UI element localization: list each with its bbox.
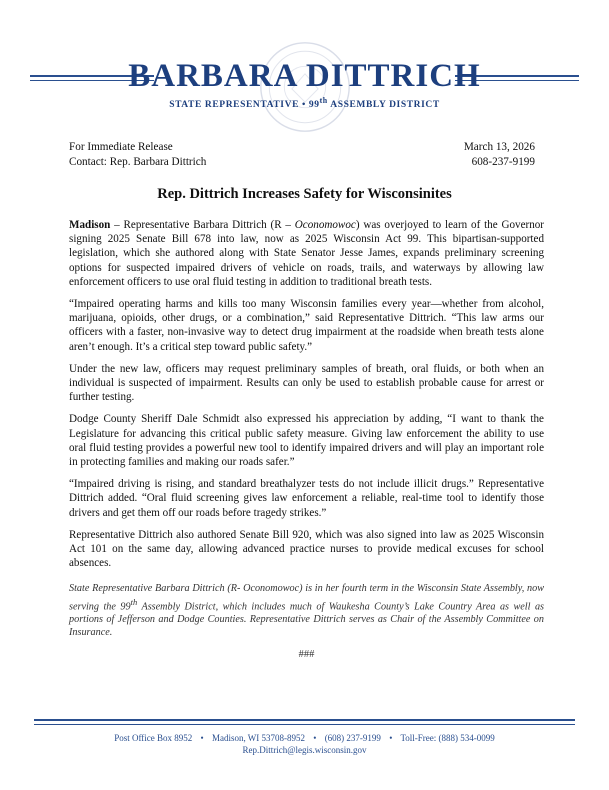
footer-phone: (608) 237-9199 [324,733,381,743]
paragraph-1: Madison – Representative Barbara Dittrich (R – Oconomowoc) was overjoyed to learn of the Governor signing 2025 Senate Bill 678 into law, now as 2025 Wisconsin Act 99. This bipartisan-supported legislation, which she authored along with State Senator Jesse James, expands preliminary screening options for suspected impaired drivers of vehicle on roads, trails, and waterways by allowing law enforcement officers to use oral fluid testing in addition to traditional breath tests. [69,219,544,288]
footer-separator: • [200,733,204,743]
author-bio: State Representative Barbara Dittrich (R- Oconomowoc) is in her fourth term in the Wisconsin State Assembly, now serving the 99th Assembly District, which includes much of Waukesha County’s Lake Country Area as well as portions of Jefferson and Dodge Counties. Representative Dittrich serves as Chair of the Assembly Committee on Insurance. [69,583,544,639]
release-label: For Immediate Release [69,141,173,153]
masthead-subtitle: STATE REPRESENTATIVE • 99th ASSEMBLY DISTRICT [169,96,440,111]
paragraph-3: Under the new law, officers may request preliminary samples of breath, oral fluids, or both when an individual is suspected of impairment. Results can only be used to establish probable cause for arrest or further testing. [69,362,544,404]
contact-phone: 608-237-9199 [471,156,535,168]
footer-separator: • [313,733,317,743]
release-date: March 13, 2026 [463,141,535,153]
footer-address-line [0,732,609,744]
release-meta-right [464,140,535,170]
footer-separator: • [389,733,393,743]
masthead-name: BARBARA DITTRICH [128,58,481,94]
paragraph-5: “Impaired driving is rising, and standard breathalyzer tests do not include illicit drugs.” Representative Dittrich added. “Oral fluid screening gives law enforcement a reliable, real-time tool to identify those drivers and get them off our roads before tragedy strikes.” [69,478,544,519]
paragraph-2: “Impaired operating harms and kills too many Wisconsin families every year—whether from alcohol, marijuana, opioids, other drugs, or a combination,” said Representative Dittrich. “This law arms our officers with a faster, non-invasive way to detect drug impairment at the roadside when breath tests alone aren’t enough. It’s a critical step toward public safety.” [69,298,544,353]
paragraph-4: Dodge County Sheriff Dale Schmidt also expressed his appreciation by adding, “I want to thank the Legislature for advancing this critical public safety measure. Giving law enforcement the ability to use oral fluid testing provides a powerful new tool to identify impaired drivers and will play an important role in protecting families and making our roads safer.” [69,413,544,469]
footer-tollfree: Toll-Free: (888) 534-0099 [400,733,495,743]
footer-po-box: Post Office Box 8952 [114,733,193,743]
end-mark: ### [298,648,315,660]
press-release-body [69,218,544,670]
release-meta-left [69,140,206,170]
headline: Rep. Dittrich Increases Safety for Wisconsinites [157,186,452,202]
footer-rule-top [34,719,575,721]
paragraph-6: Representative Dittrich also authored Senate Bill 920, which was also signed into law as 2025 Wisconsin Act 101 on the same day, allowing advanced practice nurses to provide medical excuses for school absences. [69,528,544,570]
footer-email[interactable]: Rep.Dittrich@legis.wisconsin.gov [242,745,367,755]
contact-label: Contact: Rep. Barbara Dittrich [69,156,207,168]
footer-contact [0,732,609,756]
footer-rule-bottom [34,724,575,725]
footer-city: Madison, WI 53708-8952 [211,733,306,743]
